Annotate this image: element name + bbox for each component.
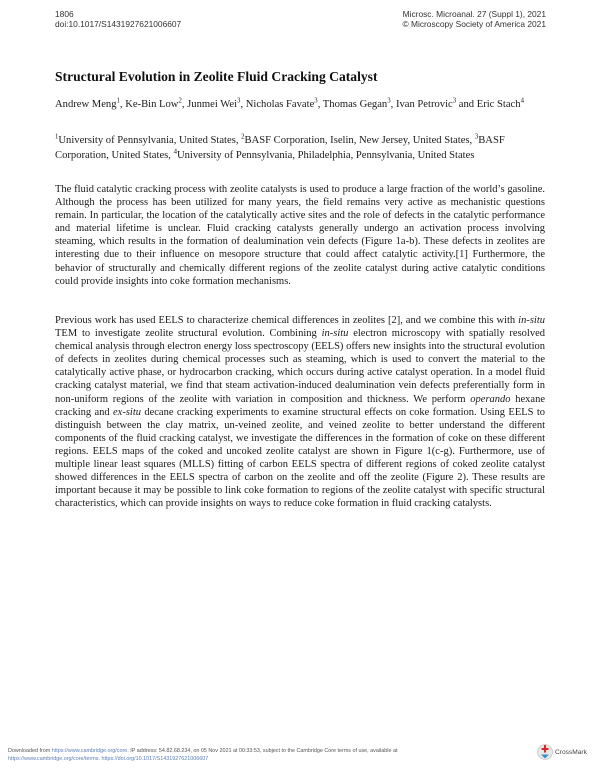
author-affiliation-mark: 3 [387,97,391,105]
affiliation-text: BASF Corporation, Iselin, New Jersey, United States, [244,135,475,146]
author-affiliation-mark: 1 [116,97,120,105]
affiliation-mark: 1 [55,133,59,141]
footer-terms-link[interactable]: https://www.cambridge.org/core/terms [8,756,99,762]
author-affiliation-mark: 3 [237,97,241,105]
affiliation-mark: 4 [173,148,177,156]
footer-line-1 [8,747,397,755]
author-separator: , [119,99,126,110]
author-list [55,97,555,112]
copyright-notice: © Microscopy Society of America 2021 [402,19,546,30]
text-run: hexane cracking and [55,393,545,418]
text-run: TEM to investigate zeolite structural evolution. Combining [55,328,322,340]
italic-term: in-situ [321,328,349,340]
page-number: 1806 [55,9,74,19]
footer-text: . IP address: 54.82.68.234, on 05 Nov 2021 at 00:33:53, subject to the Cambridge Core terms of use, available at [127,748,398,754]
affiliation-text: University of Pennsylvania, United States, [58,135,242,146]
footer-core-link[interactable]: https://www.cambridge.org/core [51,748,128,754]
author-affiliation-mark: 3 [314,97,318,105]
crossmark-icon [537,743,553,761]
text-run: decane cracking experiments to examine structural effects on coke formation. Using EELS to distinguish between the clay matrix, un-veined zeolite, and veined zeolite to better understand the different components of the fluid cracking catalyst, we investigate the differences in the formation of coke on these different regions. EELS maps of the coked and uncoked zeolite catalyst are shown in Figure 1(c-g). Furthermore, use of multiple linear least squares (MLLS) fitting of carbon EELS spectra of different regions of coked zeolite catalyst showed differences in the EELS spectra of carbon on the zeolite and off the zeolite (Figure 2). These results are important because it may be possible to link coke formation to regions of the zeolite catalyst with specific structural characteristics, which can provide insights on ways to reduce coke formation in fluid cracking catalysts. [55,406,545,510]
italic-term: ex-situ [113,406,142,418]
author-separator: , [240,99,246,110]
author-name: Thomas Gegan [322,99,388,110]
text-run: electron microscopy with spatially resolved chemical analysis through electron energy loss spectroscopy (EELS) offers new insights into the structural evolution of defects in zeolites during chemical processes such as steaming, which is used to convert the material to the catalytically active phase, or hydrocarbon cracking, which occurs during active catalyst operation. In a model fluid cracking catalyst material, we find that steam activation-induced dealumination vein defects preferentially form in non-uniform regions of the zeolite with variation in composition and thickness. We perform [55,328,545,405]
page-header-right [403,9,547,29]
author-separator: , [317,99,323,110]
italic-term: in-situ [518,315,545,326]
author-affiliation-mark: 2 [178,97,182,105]
affiliation-text: University of Pennsylvania, Philadelphia, Pennsylvania, United States [176,150,475,161]
footer-text: . [98,756,102,762]
author-name: Ivan Petrovic [395,99,453,110]
journal-citation: Microsc. Microanal. 27 (Suppl 1), 2021 [402,9,546,19]
author-name: Ke-Bin Low [125,99,179,110]
footer-doi-link[interactable]: https://doi.org/10.1017/S1431927621006607 [101,756,209,762]
author-separator: , [181,99,188,110]
affiliation-list [55,133,555,163]
italic-term: operando [470,393,511,405]
text-run: Previous work has used EELS to characterize chemical differences in zeolites [2], and we combine this with [55,315,519,326]
author-name: Nicholas Favate [245,99,315,110]
author-affiliation-mark: 3 [452,97,457,105]
abstract-paragraph-2 [55,314,545,510]
author-affiliation-mark: 4 [520,97,524,105]
download-footer [8,747,397,763]
page-header-left [55,9,181,29]
crossmark-badge[interactable] [537,743,587,761]
author-name: Andrew Meng [55,99,117,110]
footer-line-2 [8,755,397,763]
footer-text: Downloaded from [8,748,52,754]
affiliation-mark: 3 [474,133,479,141]
crossmark-label: CrossMark [555,748,587,756]
affiliation-mark: 2 [241,133,245,141]
paper-title: Structural Evolution in Zeolite Fluid Cracking Catalyst [55,69,378,84]
affiliation-text: BASF Corporation, United States, [55,135,505,161]
text-run: The fluid catalytic cracking process with zeolite catalysts is used to produce a large fraction of the world’s gasoline. Although the process has been utilized for many years, the field remains very active as mechanistic questions remain. In particular, the location of the catalytically active sites and the role of defects in the catalytic performance and material lifetime is unclear. Fluid cracking catalysts generally undergo an activation process involving steaming, which results in the formation of dealumination vein defects (Figure 1a-b). These defects in zeolites are interesting due to their influence on mesopore structure that could affect catalytic activity.[1] Furthermore, the behavior of structurally and chemically different regions of the zeolite catalyst during active catalytic conditions could provide insights into coke formation mechanisms. [55,184,545,287]
author-name: Junmei Wei [187,99,238,110]
doi[interactable]: doi:10.1017/S1431927621006607 [55,19,182,30]
author-name: Eric Stach [476,99,521,110]
author-separator: and [456,99,477,110]
abstract-paragraph-1 [55,183,545,288]
author-separator: , [390,99,396,110]
